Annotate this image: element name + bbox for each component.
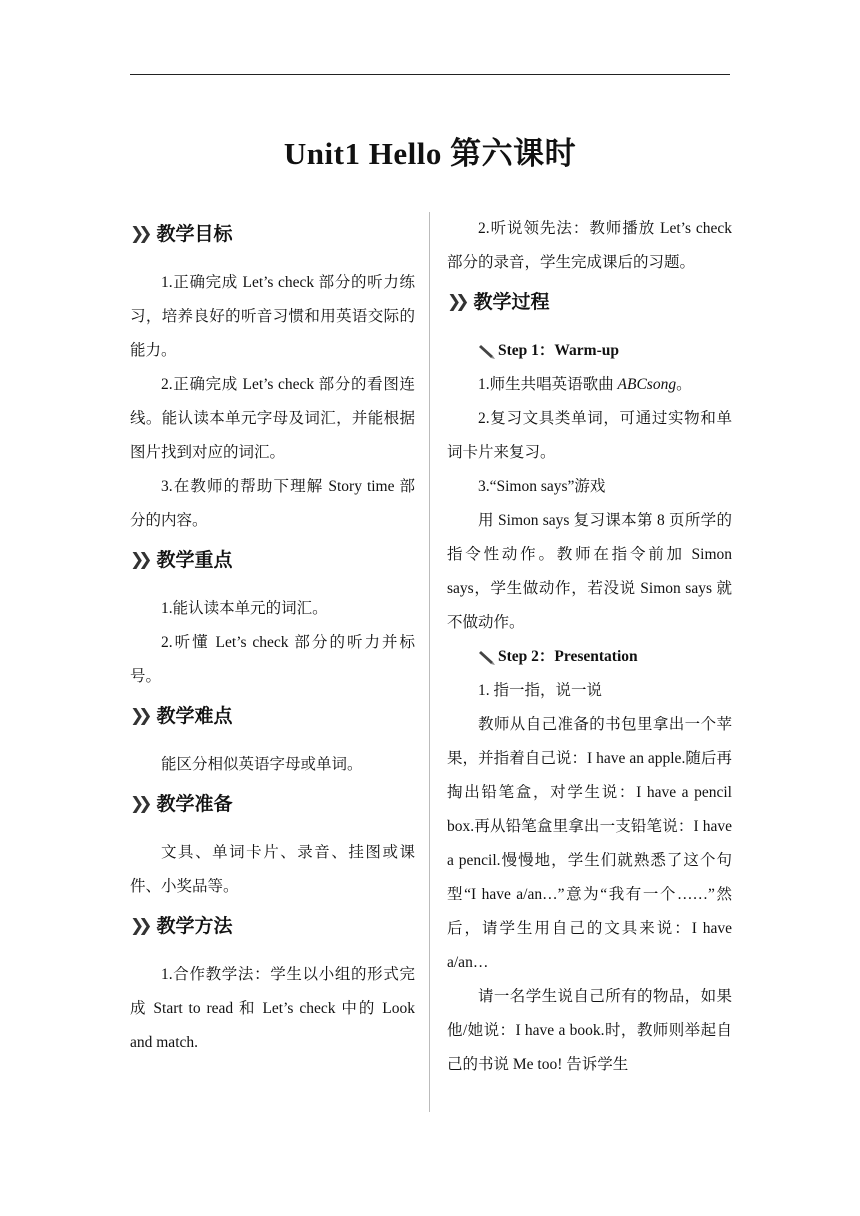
step-label: Step 1：Warm-up — [498, 342, 619, 359]
song-title: ABCsong — [617, 376, 677, 393]
section-heading-preparation — [130, 782, 415, 826]
step-item: 3.“Simon says”游戏 — [478, 478, 606, 495]
right-column — [447, 212, 732, 1082]
key-point-item: 2.听懂 Let’s check 部分的听力并标号。 — [130, 634, 415, 685]
section-heading-process — [447, 280, 732, 324]
heading-text: 教学过程 — [473, 291, 550, 313]
section-heading-difficulties — [130, 694, 415, 738]
double-chevron-icon: ❯❯ — [130, 224, 147, 244]
step-label: Step 2：Presentation — [498, 648, 638, 665]
double-chevron-icon: ❯❯ — [130, 706, 147, 726]
step-item: 用 Simon says 复习课本第 8 页所学的指令性动作。教师在指令前加 Simon says，学生做动作，若没说 Simon says 就不做动作。 — [447, 512, 732, 631]
objective-item: 3.在教师的帮助下理解 Story time 部分的内容。 — [130, 478, 415, 529]
column-divider — [429, 212, 430, 1112]
double-chevron-icon: ❯❯ — [130, 794, 147, 814]
heading-text: 教学方法 — [156, 915, 233, 937]
step-item: 请一名学生说自己所有的物品，如果他/她说：I have a book.时，教师则举起自己的书说 Me too! 告诉学生 — [447, 988, 732, 1073]
step-item: 2.复习文具类单词，可通过实物和单词卡片来复习。 — [447, 410, 732, 461]
step-item: 教师从自己准备的书包里拿出一个苹果，并指着自己说：I have an apple.随后再掏出铅笔盒，对学生说：I have a pencil box.再从铅笔盒里拿出一支铅笔说：I have a pencil.慢慢地，学生们就熟悉了这个句型“I have a/an…”意为“我有一个……”然后，请学生用自己的文具来说：I have a/an… — [447, 716, 732, 971]
objective-item: 1.正确完成 Let’s check 部分的听力练习，培养良好的听音习惯和用英语交际的能力。 — [130, 274, 415, 359]
pen-icon — [478, 648, 496, 666]
key-point-item: 1.能认读本单元的词汇。 — [161, 600, 328, 617]
difficulty-item: 能区分相似英语字母或单词。 — [161, 756, 363, 773]
double-chevron-icon: ❯❯ — [130, 916, 147, 936]
top-rule — [130, 74, 730, 75]
double-chevron-icon: ❯❯ — [447, 292, 464, 312]
step-heading-presentation — [447, 640, 732, 674]
preparation-item: 文具、单词卡片、录音、挂图或课件、小奖品等。 — [130, 844, 415, 895]
step-heading-warm-up — [447, 334, 732, 368]
method-item: 2.听说领先法：教师播放 Let’s check 部分的录音，学生完成课后的习题。 — [447, 220, 732, 271]
heading-text: 教学重点 — [156, 549, 233, 571]
page-title: Unit1 Hello 第六课时 — [283, 136, 577, 171]
section-heading-objectives — [130, 212, 415, 256]
heading-text: 教学准备 — [156, 793, 233, 815]
section-heading-methods — [130, 904, 415, 948]
double-chevron-icon: ❯❯ — [130, 550, 147, 570]
section-heading-key-points — [130, 538, 415, 582]
heading-text: 教学目标 — [156, 223, 233, 245]
heading-text: 教学难点 — [156, 705, 233, 727]
left-column — [130, 212, 415, 1060]
method-item: 1.合作教学法：学生以小组的形式完成 Start to read 和 Let’s check 中的 Look and match. — [130, 966, 415, 1051]
step-item: 1. 指一指，说一说 — [478, 682, 603, 699]
pen-icon — [478, 342, 496, 360]
objective-item: 2.正确完成 Let’s check 部分的看图连线。能认读本单元字母及词汇，并能根据图片找到对应的词汇。 — [130, 376, 415, 461]
step-item: 1.师生共唱英语歌曲 ABCsong。 — [478, 376, 692, 393]
